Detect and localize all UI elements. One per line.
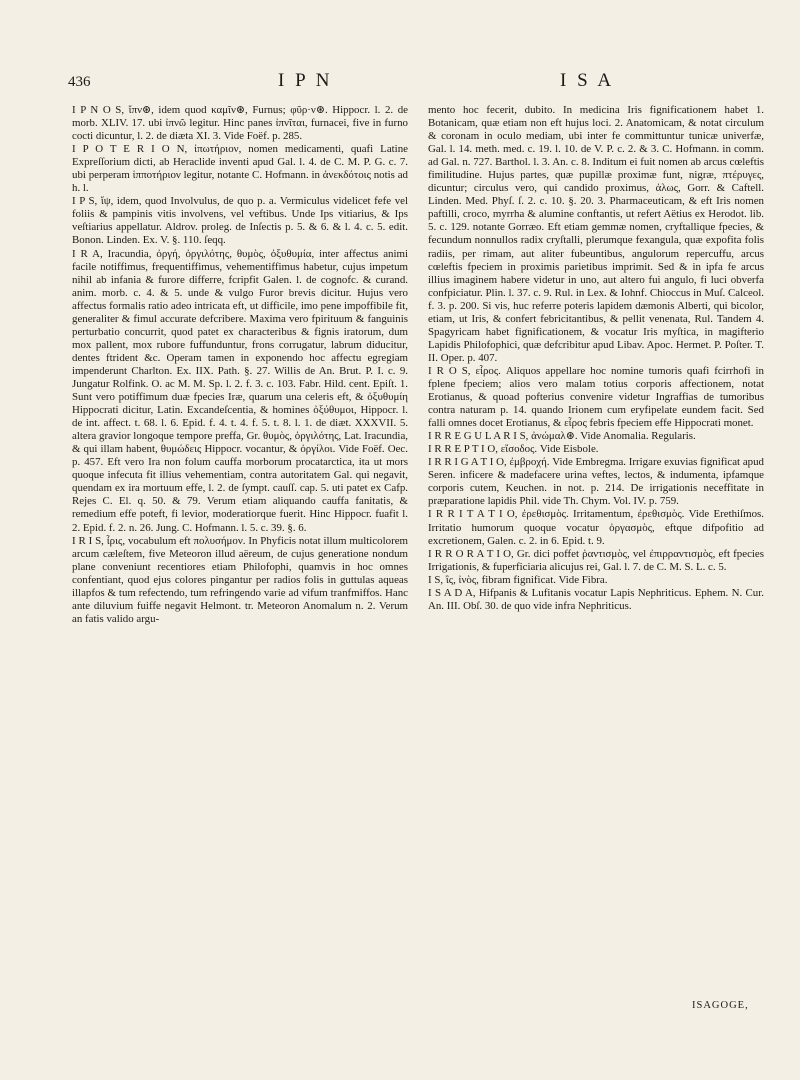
left-headword: I P N xyxy=(278,70,333,91)
catchword: ISAGOGE, xyxy=(692,1000,749,1011)
entry-irroratio: I R R O R A T I O, Gr. dici poffet ῥαντισμὸς, vel ἐπιρραντισμὸς, eft fpecies Irrigationis, & fuperficiaria alicujus rei, Gal. l. 7. de C. M. S. L. c. 5. xyxy=(428,547,764,573)
right-column xyxy=(428,104,764,613)
entry-is: I S, ἲς, ἰνὸς, fibram fignificat. Vide Fibra. xyxy=(428,573,608,586)
entry-ira: I R A, Iracundia, ὀργή, ὀργιλότης, θυμὸς, ὀξυθυμία, inter affectus animi facile notiffimus, frequentiffimus, vehementiffimus habetur, cujus impetum nihil ab infania & furore differre, fcripfit Galen. l. de cognofc. & curand. anim. morb. c. 4. & 5. unde & vulgo Furor brevis dicitur. Hujus vero affectus formalis ratio adeo intricata eft, ut difficile, imo pene impoffibile fit, generaliter & fimul accurate defcribere. Maxima vero fpirituum & fanguinis perturbatio concurrit, quod patet ex characteribus & fignis iratorum, dum mox pallent, mox rubore fuffunduntur, frons corrugatur, labrum diducitur, dentes ftrident &c. Operam tamen in exponendo hoc affectu egregiam impenderunt Charlton. Ex. IIX. Path. §. 27. Willis de An. Brut. P. I. c. 9. Jungatur Rolfink. O. ac M. M. Sp. l. 2. f. 3. c. 103. Fabr. Hild. cent. Epiſt. 1. Sunt vero potiffimum duæ fpecies Iræ, quarum una celeris eft, & ὀξυθυμίη Hippocrati dicitur, Latin. Excandeſcentia, & homines ὀξύθυμοι, Hippocr. l. de int. affect. t. 68. l. 6. Epid. f. 4. t. 4. f. 5. t. 8. l. 1. de diæt. XXXVII. 5. altera gravior longoque tempore preffa, Gr. θυμὸς, ὀργιλότης, Lat. Iracundia, & qui illam habent, θυμώδεις Hippocr. vocantur, & ὀργίλοι. Vide Foëf. Oec. p. 457. Eft vero Ira non folum cauffa morborum procatarctica, ita ut mors quoque infecuta fit illius vehementiam, contra autoritatem Gal. qui negavit, quendam ex ira mortuum effe, l. 2. de ſympt. cauſſ. cap. 5. uti patet ex Cafp. Rejes C. El. q. 50. & 79. Verum etiam aliquando cauffa fanitatis, & remedium effe poteft, fi levior, moderatiorque fuerit. Hinc Hippocr. fuafit l. 2. Epid. f. 2. n. 26. Jung. C. Hofmann. l. 5. c. 39. §. 6. xyxy=(72,247,408,534)
entry-iris: I R I S, ἶρις, vocabulum eft πολυσήμον. In Phyficis notat illum multicolorem arcum cæleſtem, five Meteoron illud aëreum, de cujus generatione nondum plane conveniunt recentiores etiam Philofophi, quamvis in hoc omnes confentiant, quod ejus colores pingantur per radios folis in guttulas aqueas illapfos & tum refectendo, tum refringendo varie ad vifum tranfmiffos. Hanc ante diluvium fuiffe negavit Helmont. tr. Meteoron Anomalum n. 2. Verum an fatis valido argu- xyxy=(72,534,408,625)
entry-ips: I P S, ἴψ, idem, quod Involvulus, de quo p. a. Vermiculus videlicet fefe vel foliis & pampinis vitis involvens, vel veftibus. Unde Ips vitiarius, & Ips veſtiarius appellatur. Aldrov. proleg. de Inſectis p. 5. & 6. & l. 4. c. 5. edit. Bonon. Linden. Ex. V. §. 110. ſeqq. xyxy=(72,195,408,247)
entry-isada: I S A D A, Hifpanis & Lufitanis vocatur Lapis Nephriticus. Ephem. N. Cur. An. III. Obſ. 30. de quo vide infra Nephriticus. xyxy=(428,586,764,612)
entry-irritatio: I R R I T A T I O, ἐρεθισμὸς. Irritamentum, ἐρεθισμὸς. Vide Erethiſmos. Irritatio humorum quoque vocatur ὀργασμὸς, eftque difpofitio ad excretionem, Galen. c. 2. in 6. Epid. t. 9. xyxy=(428,508,764,547)
entry-irreptio: I R R E P T I O, εἴσοδος. Vide Eisbole. xyxy=(428,443,599,456)
entry-iris-continued: mento hoc fecerit, dubito. In medicina Iris fignificationem habet 1. Botanicam, quæ etiam non eft hujus loci. 2. Anatomicam, & notat circulum & coronam in oculo mediam, ubi inter fe committuntur tunicæ univerfæ, Gal. l. 14. meth. med. c. 19. l. 10. de V. P. c. 2. & 3. C. Hofmann. in comm. ad Gal. n. 727. Barthol. l. 3. An. c. 8. Inditum ei fuit nomen ab arcus cœleftis fimilitudine. Hujus partes, quæ pupillæ proximæ funt, nigræ, πτέρυγες, dicuntur; circulus vero, qui candido proximus, ἀλως, Gorr. & Caftell. Linden. Med. Phyſ. ſ. 2. c. 10. §. 20. 3. Pharmaceuticam, & eft Iris nomen paftilli, croco, myrrha & alumine conftantis, ut refert Aëtius ex Herodot. lib. 5. c. 129. notante Gorræo. Eft etiam gemmæ nomen, cryftallique fpecies, & fecundum nonnullos radix cryſtalli, plerumque fexangula, quæ expofita folis radiis, per rimam, aut aliter fubeuntibus, angulorum repercuffu, arcus cœleftis fpeciem in proximis parietibus imprimit. Sed & in ipfa fe arcus illius imaginem habere videtur in uno, aut altero fui angulo, fi luci obverfa confpiciatur. Plin. l. 37. c. 9. Rul. in Lex. & Iohnf. Chioccus in Muſ. Calceol. f. 3. p. 200. Si vis, huc referre poteris lapidem dæmonis Alberti, qui bicolor, etiam, ut Iris, & confert febricitantibus, & pellit venenata, Rul. Tandem 4. Spagyricam habet fignificationem, & vocatur Iris myſtica, in magifterio Lapidis Philofophici, quæ defcribitur apud Libav. Apoc. Hermet. P. Poſter. T. II. Oper. p. 407. xyxy=(428,104,764,364)
left-column xyxy=(72,104,408,626)
page-number: 436 xyxy=(68,74,91,90)
right-headword: I S A xyxy=(560,70,615,91)
running-header xyxy=(68,70,748,96)
entry-irrigatio: I R R I G A T I O, ἐμβροχή. Vide Embregma. Irrigare exuvias fignificat apud Seren. inficere & madefacere urina veftes, lectos, & indumenta, ipfamque corporis cutem, Keuchen. in not. p. 214. De irrigationis neceffitate in præparatione lapidis Phil. vide Th. Chym. Vol. IV. p. 759. xyxy=(428,456,764,508)
entry-ipnos: I P N O S, ἴπν⊛, idem quod καμῖν⊛, Furnus; φῦρ·ν⊛. Hippocr. l. 2. de morb. XLIV. 17. ubi ἰπνῶ legitur. Hinc panes ἰπνῖται, furnacei, five in furno cocti dicuntur, l. 2. de diæta XI. 3. Vide Foëf. p. 285. xyxy=(72,104,408,143)
entry-iros: I R O S, εἶρος. Aliquos appellare hoc nomine tumoris quafi fcirrhofi in fplene fpeciem; alios vero malam totius corporis affectionem, notat Erotianus, & quoad pofterius convenire videtur Ingraffias de tumoribus contra naturam p. 14. quando Irionem cum eryfipelate eundem facit. Sed falli omnes docet Erotianus, & εἶρος febris fpeciem effe Hippocrati monet. xyxy=(428,364,764,430)
entry-irregularis: I R R E G U L A R I S, ἀνώμαλ⊛. Vide Anomalia. Regularis. xyxy=(428,430,696,443)
entry-ipoterion: I P O T E R I O N, ἰπωτήριον, nomen medicamenti, quafi Latine Expreſſorium dicti, ab Heraclide inventi apud Gal. l. 4. de C. M. P. G. c. 7. ubi perperam ἱπποτήριον legitur, notante C. Hofmann. in ἀνεκδότοις notis ad h. l. xyxy=(72,143,408,195)
